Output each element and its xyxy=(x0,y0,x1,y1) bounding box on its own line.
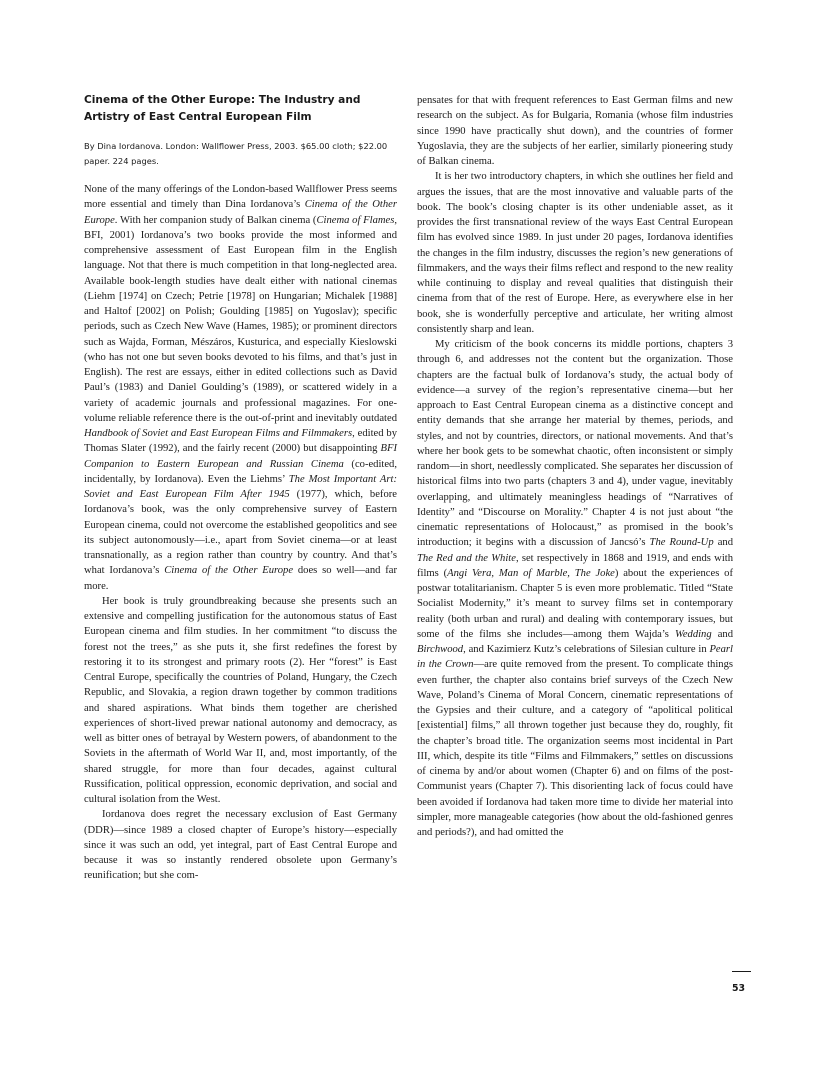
italic-title-run: The Round-Up xyxy=(649,537,714,549)
text-run: , edited by Thomas Slater (1992), and the fairly recent (2000) but disappointing xyxy=(84,428,397,455)
page-number-rule xyxy=(732,971,751,972)
italic-title-run: Pearl in the Crown xyxy=(417,644,733,671)
italic-title-run: BFI Companion to Eastern European and Russian Cinema xyxy=(84,443,397,470)
text-run: None of the many offerings of the London-based Wallflower Press seems more essential and timely than Dina Iordanova’s xyxy=(84,184,397,211)
paragraph xyxy=(84,182,397,594)
text-run: . With her companion study of Balkan cinema ( xyxy=(114,214,317,226)
page-number: 53 xyxy=(731,983,745,994)
paragraph xyxy=(84,594,397,808)
text-run: It is her two introductory chapters, in which she outlines her field and argues the issues, that are the most innovative and valuable parts of the book. The book’s closing chapter is its other undeniable asset, as it provides the first transnational review of the ways East Central European film has evolved since 1989. In just under 20 pages, Iordanova identifies the changes in the film industry, discusses the region’s new generations of filmmakers, and the ways their films reflect and respond to the new reality while continuing to display and reveal qualities that distinguish their cinema from that of the rest of Europe. Here, as everywhere else in her book, she is wonderfully perceptive and articulate, her writing almost consistently sharp and lean. xyxy=(417,171,733,335)
text-run: does so well—and far more. xyxy=(84,565,397,592)
left-column xyxy=(84,92,397,884)
paragraph xyxy=(417,93,733,169)
text-run: —are quite removed from the present. To complicate things even further, the chapter also contains brief surveys of the Czech New Wave, Poland’s Cinema of Moral Concern, cinematic representations of the Gypsies and their culture, and a category of “apolitical political [existential] films,” all thrown together just because they do, roughly, fit the chapter’s broad title. The organization seems most incidental in Part III, which, despite its title “Films and Filmmakers,” settles on discussions of cinema by and/or about women (Chapter 6) and on films of the post-Communist years (Chapter 7). This disorienting lack of focus could have been avoided if Iordanova had taken more time to divide her material into simpler, more manageable categories (how about the old-fashioned genres and periods?), and had omitted the xyxy=(417,659,733,838)
bibliographic-info: By Dina Iordanova. London: Wallflower Press, 2003. $65.00 cloth; $22.00 paper. 224 pages. xyxy=(84,141,388,166)
italic-title-run: Wedding xyxy=(674,628,712,640)
text-run: Her book is truly groundbreaking because she presents such an extensive and compelling justification for the autonomous status of East European cinema and film studies. In her commitment “to discuss the forest not the trees,” as she puts it, she first redefines the forest by restoring it to its strongest and primary roots (2). Her “forest” is East Central Europe, specifically the countries of Poland, Hungary, the Czech Republic, and Slovakia, a region drawn together by common traditions and shared aspirations. What binds them together are cherished experiences of short-lived prewar national autonomy and democracy, as well as bitter ones of betrayal by Western powers, of abandonment to the Soviets in the aftermath of World War II, and, most importantly, of the shared struggle, for more than four decades, against cultural Russification, political oppression, economic deprivation, and social and cultural isolation from the West. xyxy=(84,595,397,805)
text-run: and xyxy=(713,537,733,549)
italic-title-run: Angi Vera, Man of Marble, The Joke xyxy=(447,567,615,579)
right-column xyxy=(417,93,733,840)
text-run: (1977), which, before Iordanova’s book, was the only comprehensive survey of Eastern European cinema, could not overcome the established geopolitics and see its subject autonomously—i.e., apart from Soviet cinema—or at least transnationally, as a region rather than country by country. And that’s what Iordanova’s xyxy=(84,489,397,577)
text-run: and xyxy=(711,628,733,640)
text-run: (co-edited, incidentally, by Iordanova). Even the Liehms’ xyxy=(84,458,397,485)
text-run: , and Kazimierz Kutz’s celebrations of Silesian culture in xyxy=(463,644,710,655)
text-run: , BFI, 2001) Iordanova’s two books provide the most informed and comprehensive assessment of East European film in the English language. Not that there is much competition in that long-neglected area. Available book-length studies have dealt either with national cinemas (Liehm [1974] on Czech; Petrie [1978] on Hungarian; Michalek [1988] and Haltof [2002] on Polish; Goulding [1985] on Yugoslav); specific periods, such as Czech New Wave (Hames, 1985); or prominent directors such as Wajda, Forman, Mészáros, Kusturica, and especially Kieslowski (who has not one but seven books devoted to his films, and that’s just in English). The rest are essays, either in edited collections such as David Paul’s (1983) and Daniel Goulding’s (1989), or scattered widely in a variety of academic journals and professional magazines. For one-volume reliable reference there is the out-of-print and inevitably outdated xyxy=(84,214,397,424)
text-run: ) about the experiences of postwar totalitarianism. Chapter 5 is even more problematic. Titled “State Socialist Modernity,” it’s meant to survey films set in contemporary reality (both urban and rural) and dealing with contemporary issues, but some of the films she includes—among them Wajda’s xyxy=(417,567,733,640)
italic-title-run: The Red and the White xyxy=(417,552,516,564)
italic-title-run: Cinema of Flames xyxy=(316,214,395,226)
text-run: pensates for that with frequent references to East German films and new research on the subject. As for Bulgaria, Romania (whose film industries since 1990 have practically shut down), and the countries of former Yugoslavia, they are the subjects of her earlier, similarly pioneering study of Balkan cinema. xyxy=(417,95,733,167)
italic-title-run: Cinema of the Other Europe xyxy=(84,199,397,226)
text-run: Iordanova does regret the necessary exclusion of East Germany (DDR)—since 1989 a closed chapter of Europe’s history—especially since it was such an odd, yet integral, part of East Central Europe and because it was so instantly rendered obsolete upon Germany’s reunification; but she com- xyxy=(84,809,397,882)
italic-title-run: Handbook of Soviet and East European Films and Filmmakers xyxy=(84,428,353,439)
left-column-body xyxy=(84,182,397,884)
text-run: , set respectively in 1868 and 1919, and ends with films ( xyxy=(417,552,733,579)
paragraph xyxy=(417,169,733,337)
paragraph xyxy=(84,807,397,883)
italic-title-run: Cinema of the Other Europe xyxy=(164,565,294,577)
italic-title-run: Birchwood xyxy=(417,644,464,655)
review-title: Cinema of the Other Europe: The Industry and Artistry of East Central European Film xyxy=(84,94,361,123)
paragraph xyxy=(417,337,733,840)
text-run: My criticism of the book concerns its middle portions, chapters 3 through 6, and addresses not the content but the organization. Those chapters are the factual bulk of Iordanova’s study, the actual body of evidence—a survey of the region’s representative cinema—but her approach to East Central European cinema as a distinctive concept and entity demands that she arrange her material by themes, periods, and styles, and not by countries, directors, or national movements. And that’s where her book gets to be somewhat chaotic, often inconsistent or simply random—in short, needlessly complicated. She separates her discussion of historical films into two parts (chapters 3 and 4), under vague, inevitably overlapping, and ultimately meaningless headings of “Narratives of Identity” and “Discourse on Morality.” Chapter 4 is not just about “the cinematic representations of Holocaust,” as promised in the book’s introduction; it begins with a discussion of Jancsó’s xyxy=(417,339,733,549)
italic-title-run: The Most Important Art: Soviet and East European Film After 1945 xyxy=(84,473,397,500)
